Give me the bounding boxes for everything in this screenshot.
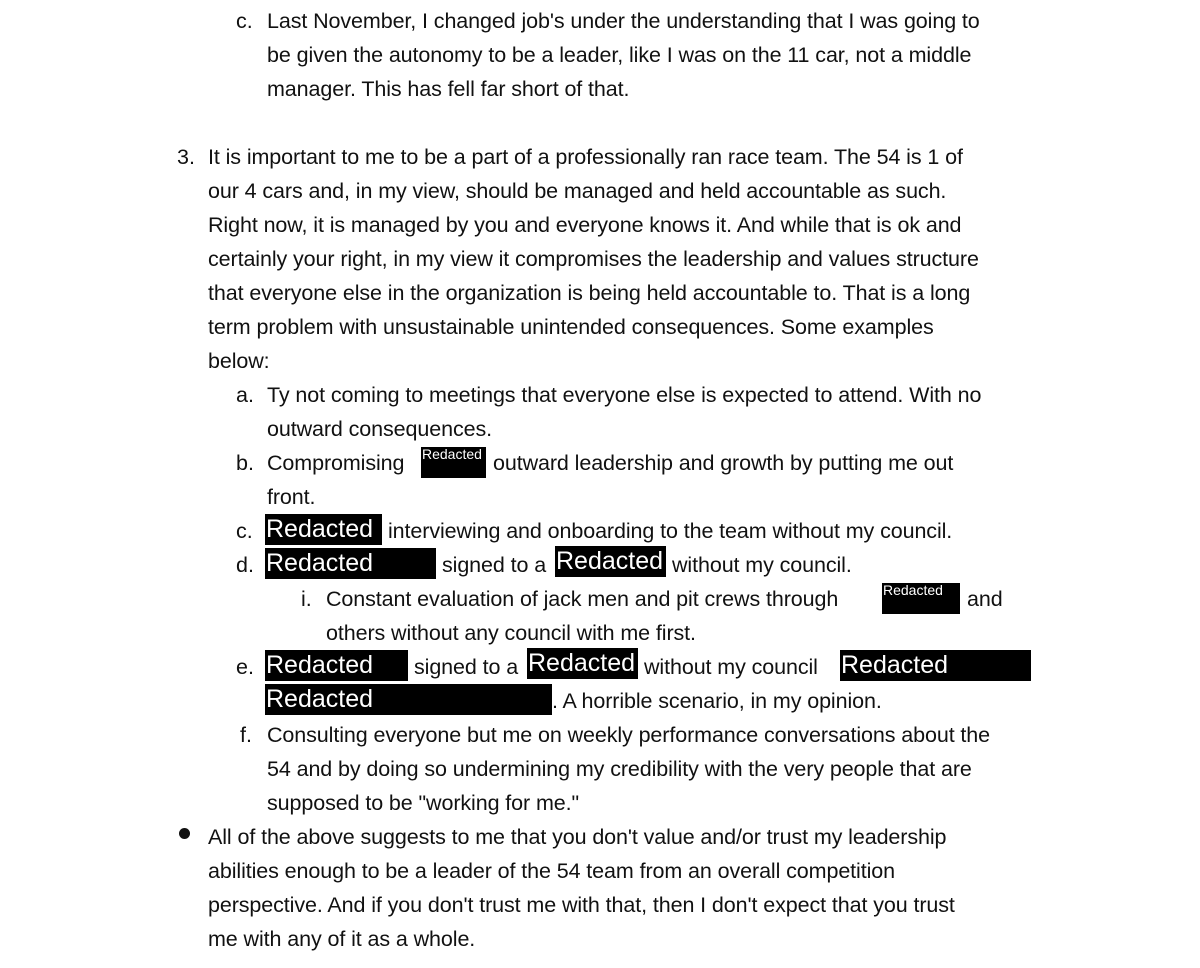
list-marker: f.: [240, 723, 252, 747]
redaction-box: Redacted: [882, 583, 960, 614]
item-2c-line-3: manager. This has fell far short of that.: [267, 77, 630, 101]
redaction-box: Redacted: [265, 514, 382, 545]
item-3di-text-after: and: [967, 587, 1003, 611]
item-2c-line-2: be given the autonomy to be a leader, like I was on the 11 car, not a middle: [267, 43, 972, 67]
item-3-line-2: our 4 cars and, in my view, should be managed and held accountable as such.: [208, 179, 947, 203]
item-3b-text-after: outward leadership and growth by putting me out: [493, 451, 954, 475]
item-3e-line-2-text: . A horrible scenario, in my opinion.: [552, 689, 882, 713]
bullet-icon: [179, 828, 190, 839]
item-3c-text: interviewing and onboarding to the team without my council.: [388, 519, 953, 543]
redaction-box: Redacted: [527, 648, 638, 679]
item-3-line-4: certainly your right, in my view it compromises the leadership and values structure: [208, 247, 979, 271]
bullet-line-4: me with any of it as a whole.: [208, 927, 476, 951]
item-3f-line-2: 54 and by doing so undermining my credibility with the very people that are: [267, 757, 972, 781]
redaction-box: Redacted: [265, 548, 436, 579]
item-3d-text-middle: signed to a: [442, 553, 547, 577]
item-3e-text-after: without my council: [644, 655, 818, 679]
item-3b-line-2: front.: [267, 485, 316, 509]
item-3-line-6: term problem with unsustainable unintended consequences. Some examples: [208, 315, 934, 339]
list-marker: d.: [236, 553, 254, 577]
item-3f-line-3: supposed to be "working for me.": [267, 791, 580, 815]
item-3b-text-before: Compromising: [267, 451, 405, 475]
item-3d-text-after: without my council.: [672, 553, 852, 577]
item-3di-text-before: Constant evaluation of jack men and pit crews through: [326, 587, 839, 611]
item-3e-text-middle: signed to a: [414, 655, 519, 679]
redaction-box: Redacted: [265, 650, 408, 681]
bullet-line-3: perspective. And if you don't trust me with that, then I don't expect that you trust: [208, 893, 955, 917]
list-marker: i.: [301, 587, 312, 611]
redaction-box: Redacted: [265, 684, 552, 715]
redaction-box: Redacted: [421, 447, 486, 478]
item-3-line-7: below:: [208, 349, 270, 373]
item-3f-line-1: Consulting everyone but me on weekly performance conversations about the: [267, 723, 991, 747]
list-marker: c.: [236, 519, 253, 543]
item-3a-line-2: outward consequences.: [267, 417, 492, 441]
item-3-line-1: It is important to me to be a part of a professionally ran race team. The 54 is 1 of: [208, 145, 963, 169]
list-marker: a.: [236, 383, 254, 407]
item-2c-line-1: Last November, I changed job's under the understanding that I was going to: [267, 9, 980, 33]
bullet-line-2: abilities enough to be a leader of the 54 team from an overall competition: [208, 859, 895, 883]
redaction-box: Redacted: [840, 650, 1031, 681]
item-3-line-5: that everyone else in the organization is being held accountable to. That is a long: [208, 281, 971, 305]
item-3a-line-1: Ty not coming to meetings that everyone else is expected to attend. With no: [267, 383, 982, 407]
item-3di-line-2: others without any council with me first.: [326, 621, 696, 645]
item-3-line-3: Right now, it is managed by you and everyone knows it. And while that is ok and: [208, 213, 962, 237]
list-marker: b.: [236, 451, 254, 475]
bullet-line-1: All of the above suggests to me that you don't value and/or trust my leadership: [208, 825, 947, 849]
redaction-box: Redacted: [555, 546, 666, 577]
list-marker: e.: [236, 655, 254, 679]
list-marker: 3.: [177, 145, 195, 169]
list-marker: c.: [236, 9, 253, 33]
